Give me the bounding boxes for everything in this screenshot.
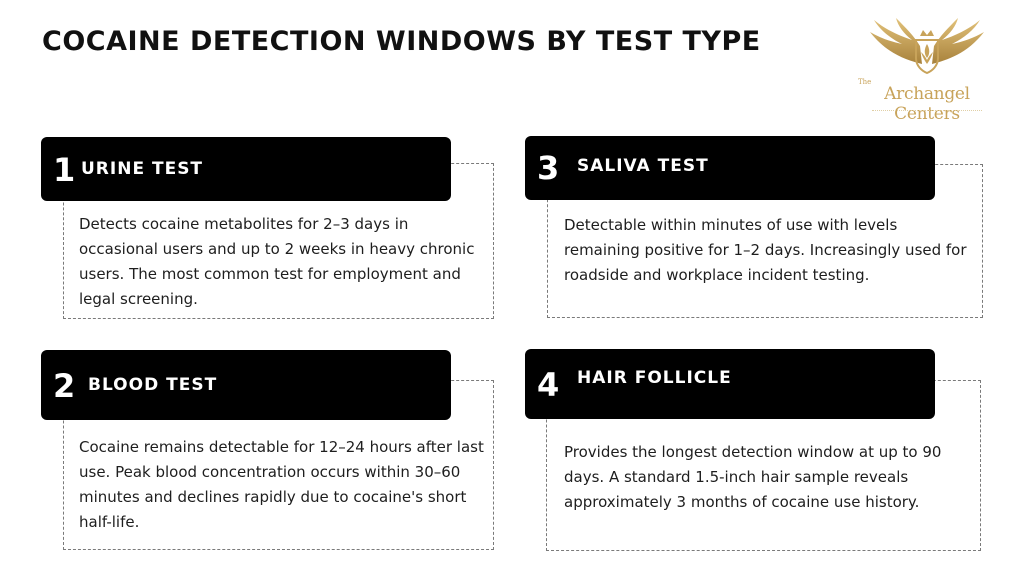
logo-the-text: The — [858, 78, 872, 86]
card-header — [41, 350, 451, 420]
card-description: Cocaine remains detectable for 12–24 hours after last use. Peak blood concentration occurs within 30–60 minutes and declines rapidly due to cocaine's short half-life. — [79, 438, 484, 531]
page-title: COCAINE DETECTION WINDOWS BY TEST TYPE — [42, 26, 761, 57]
card-label: SALIVA TEST — [577, 156, 709, 176]
card-label: URINE TEST — [81, 159, 204, 179]
logo-name: Archangel Centers — [884, 84, 970, 124]
logo-tagline-rule — [872, 110, 982, 113]
card-description: Detectable within minutes of use with levels remaining positive for 1–2 days. Increasingly used for roadside and workplace incident testing. — [564, 216, 967, 284]
card-number: 4 — [537, 366, 560, 404]
card-description: Detects cocaine metabolites for 2–3 days in occasional users and up to 2 weeks in heavy chronic users. The most common test for employment and legal screening. — [79, 215, 475, 308]
card-header — [41, 137, 451, 201]
card-number: 1 — [53, 151, 76, 189]
card-description: Provides the longest detection window at up to 90 days. A standard 1.5-inch hair sample reveals approximately 3 months of cocaine use history. — [564, 443, 942, 511]
winged-crest-icon — [852, 14, 1002, 86]
card-header — [525, 349, 935, 419]
card-number: 3 — [537, 149, 560, 187]
card-label: BLOOD TEST — [88, 375, 218, 395]
card-number: 2 — [53, 367, 76, 405]
archangel-logo — [852, 14, 1002, 124]
card-label: HAIR FOLLICLE — [577, 368, 732, 388]
card-header — [525, 136, 935, 200]
